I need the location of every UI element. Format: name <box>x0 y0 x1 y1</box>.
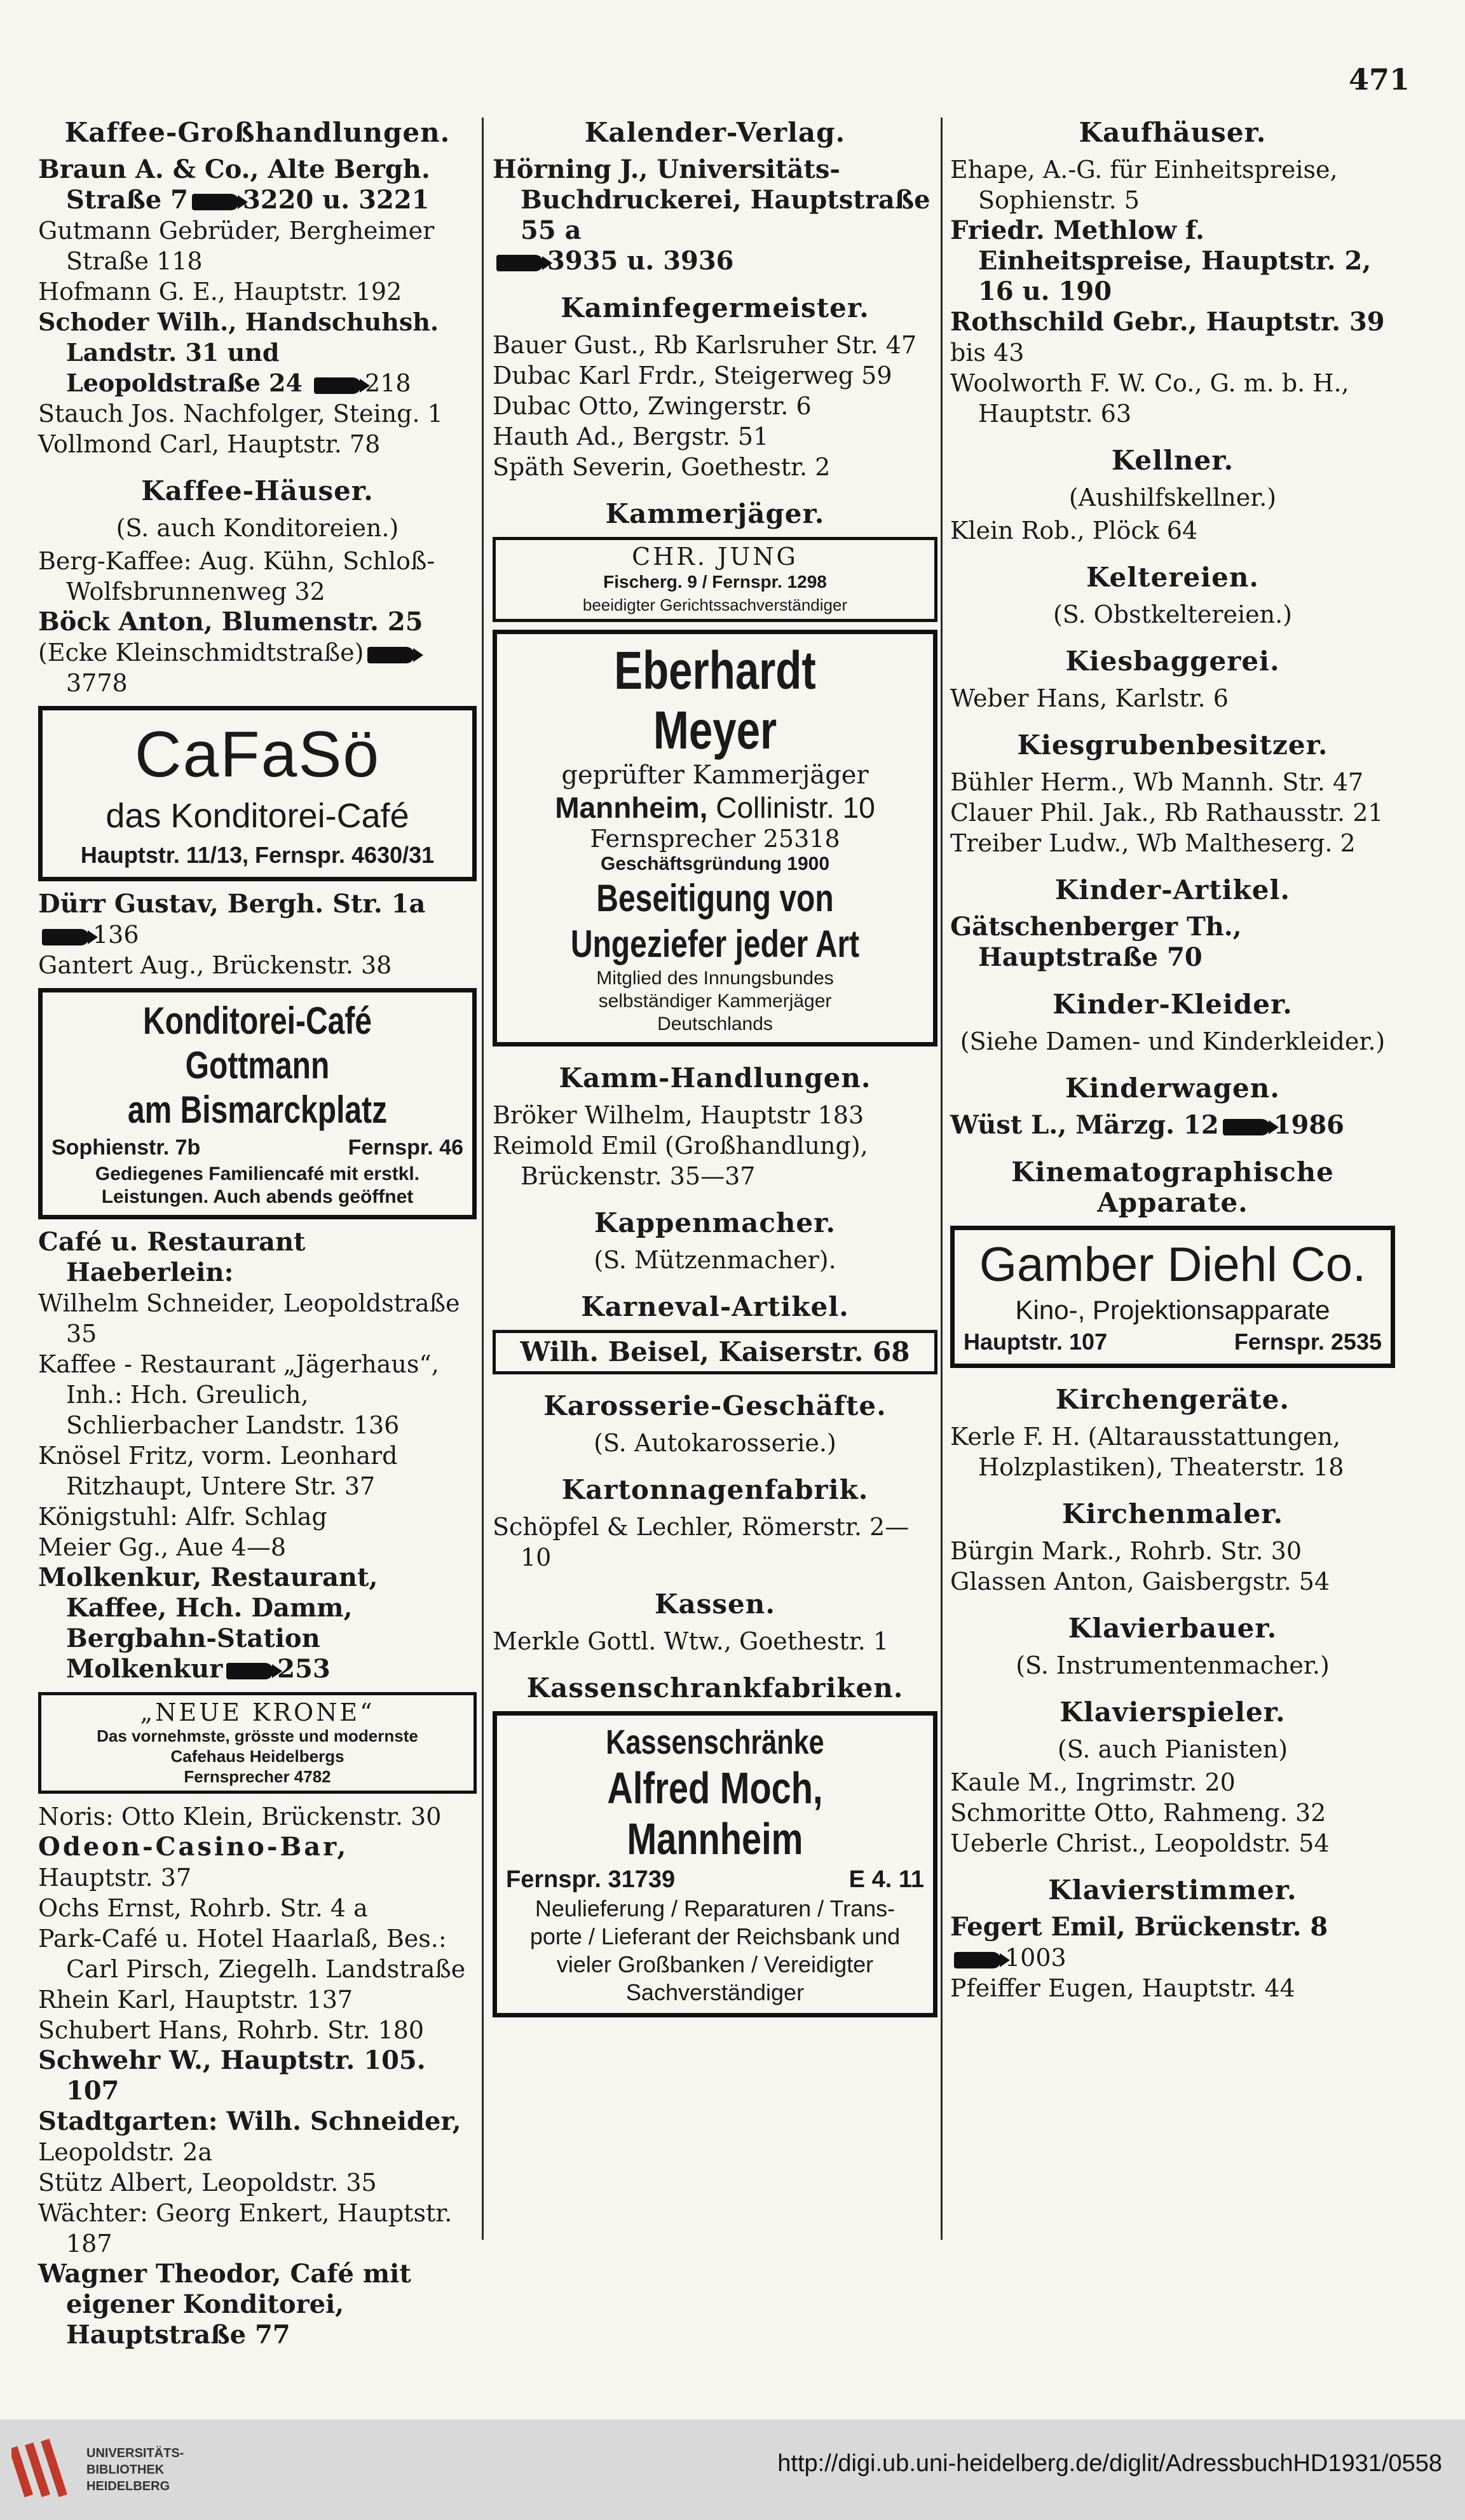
column-rule <box>482 118 484 2240</box>
entry: Schöpfel & Lechler, Römerstr. 2—10 <box>493 1513 910 1571</box>
column-rule <box>941 118 943 2240</box>
section-heading: Klavierspieler. <box>1060 1697 1286 1728</box>
ad-title: Eberhardt Meyer <box>614 640 816 760</box>
entry: Braun A. & Co., Alte Bergh. Straße 7 3220 u. 3221 <box>38 154 430 215</box>
section-heading: Kassen. <box>655 1589 775 1620</box>
section-note: (S. Obstkeltereien.) <box>1053 600 1292 628</box>
ad-phone: Fernspr. 46 <box>348 1135 463 1160</box>
section-heading: Kirchenmaler. <box>1061 1498 1284 1529</box>
entry: 1003 <box>950 1942 1395 1973</box>
entry: Schwehr W., Hauptstr. 105. 107 <box>38 2045 426 2106</box>
entry: Stadtgarten: Wilh. Schneider, <box>38 2106 461 2136</box>
advertisement-beisel: Wilh. Beisel, Kaiserstr. 68 <box>493 1330 937 1374</box>
telephone-icon <box>192 194 239 210</box>
telephone-icon <box>42 929 89 945</box>
section-heading: Keltereien. <box>1086 562 1260 593</box>
section-heading: Kinderwagen. <box>1065 1073 1280 1104</box>
entry: Schoder Wilh., Handschuhsh. Landstr. 31 und Leopoldstraße 24 218 <box>38 308 439 397</box>
section-heading: Karosserie-Geschäfte. <box>543 1390 887 1421</box>
advertisement-gottmann <box>38 988 477 1219</box>
entry: Weber Hans, Karlstr. 6 <box>950 684 1229 712</box>
entry: Ueberle Christ., Leopoldstr. 54 <box>950 1829 1330 1857</box>
entry: bis 43 <box>950 339 1025 367</box>
section-heading: Kammerjäger. <box>605 498 825 529</box>
entry: Kerle F. H. (Altarausstattungen, Holzplastiken), Theaterstr. 18 <box>950 1423 1344 1481</box>
entry: Dürr Gustav, Bergh. Str. 1a <box>38 889 426 919</box>
entry: Schmoritte Otto, Rahmeng. 32 <box>950 1799 1326 1827</box>
ad-contact-row <box>506 1864 924 1895</box>
entry: Gutmann Gebrüder, Bergheimer Straße 118 <box>38 217 435 275</box>
advertisement-gamber-diehl <box>950 1226 1395 1368</box>
telephone-icon <box>1223 1119 1270 1135</box>
entry: Kaule M., Ingrimstr. 20 <box>950 1768 1236 1796</box>
advertisement-neue-krone <box>38 1692 477 1794</box>
advertisement-alfred-moch <box>493 1711 937 2017</box>
section-heading: Kellner. <box>1111 445 1234 476</box>
ad-subtitle: das Konditorei-Café <box>106 797 409 835</box>
telephone-icon <box>314 377 361 394</box>
ad-contact-row <box>51 1132 463 1163</box>
library-logo <box>11 2434 183 2507</box>
ad-title: Konditorei-Café Gottmann <box>143 999 372 1087</box>
section-heading: Kinematographische Apparate. <box>1011 1156 1334 1218</box>
entry: Bürgin Mark., Rohrb. Str. 30 <box>950 1537 1302 1565</box>
entry: Fegert Emil, Brückenstr. 8 <box>950 1912 1328 1942</box>
ad-phone: Fernspr. 31739 <box>506 1866 676 1893</box>
entry: Woolworth F. W. Co., G. m. b. H., Hauptstr. 63 <box>950 369 1349 428</box>
section-heading: Klavierbauer. <box>1068 1613 1278 1644</box>
advertisement-chr-jung <box>493 537 937 622</box>
entry: Wilhelm Schneider, Leopoldstraße 35 <box>38 1289 460 1348</box>
ad-text: Sachverständiger <box>625 1979 805 2005</box>
entry: Clauer Phil. Jak., Rb Rathausstr. 21 <box>950 799 1384 827</box>
entry: Dubac Karl Frdr., Steigerweg 59 <box>493 362 892 390</box>
section-heading: Kassenschrankfabriken. <box>526 1672 904 1704</box>
source-url[interactable]: http://digi.ub.uni-heidelberg.de/diglit/AdressbuchHD1931/0558 <box>777 2450 1442 2477</box>
ad-name: Alfred Moch, Mannheim <box>607 1763 823 1864</box>
section-heading: Kinder-Kleider. <box>1053 989 1293 1020</box>
telephone-icon <box>496 255 543 271</box>
section-heading: Kiesbaggerei. <box>1065 646 1280 677</box>
entry: Wächter: Georg Enkert, Hauptstr. 187 <box>38 2199 453 2258</box>
ad-title: CaFaSö <box>134 718 381 790</box>
section-heading: Kaminfegermeister. <box>561 292 869 323</box>
telephone-icon <box>226 1663 273 1679</box>
entry: Schubert Hans, Rohrb. Str. 180 <box>38 2016 425 2044</box>
entry: Stütz Albert, Leopoldstr. 35 <box>38 2169 377 2197</box>
section-heading: Kamm-Handlungen. <box>559 1062 871 1094</box>
ad-title: am Bismarckplatz <box>127 1088 388 1131</box>
ad-text: Deutschlands <box>657 1013 773 1034</box>
entry: Meier Gg., Aue 4—8 <box>38 1533 287 1561</box>
ad-title: CHR. JUNG <box>632 543 798 571</box>
ad-text: Cafehaus Heidelbergs <box>170 1747 344 1766</box>
ad-text: Leistungen. Auch abends geöffnet <box>101 1186 414 1207</box>
entry: (Ecke Kleinschmidtstraße)3778 <box>38 637 477 698</box>
entry: Odeon-Casino-Bar, <box>38 1832 349 1862</box>
entry: Gantert Aug., Brückenstr. 38 <box>38 951 392 979</box>
entry: Park-Café u. Hotel Haarlaß, Bes.: Carl Pirsch, Ziegelh. Landstraße <box>38 1925 466 1983</box>
section-heading: Kartonnagenfabrik. <box>561 1474 869 1505</box>
entry: Königstuhl: Alfr. Schlag <box>38 1503 327 1531</box>
entry: Kaffee - Restaurant „Jägerhaus“, Inh.: Hch. Greulich, Schlierbacher Landstr. 136 <box>38 1350 439 1439</box>
ad-text: Gediegenes Familiencafé mit erstkl. <box>95 1163 420 1184</box>
ad-text: Mitglied des Innungsbundes <box>596 968 834 989</box>
ad-text: Geschäftsgründung 1900 <box>600 853 830 874</box>
section-note: (Aushilfskellner.) <box>1068 484 1277 511</box>
entry: Späth Severin, Goethestr. 2 <box>493 453 831 481</box>
library-name: UNIVERSITÄTS- BIBLIOTHEK HEIDELBERG <box>86 2446 184 2493</box>
entry: Hauth Ad., Bergstr. 51 <box>493 423 769 450</box>
entry: Wagner Theodor, Café mit eigener Konditorei, Hauptstraße 77 <box>38 2259 411 2350</box>
entry: Noris: Otto Klein, Brückenstr. 30 <box>38 1803 442 1831</box>
entry: Rhein Karl, Hauptstr. 137 <box>38 1986 353 2014</box>
entry: Stauch Jos. Nachfolger, Steing. 1 <box>38 400 443 428</box>
ad-address: Hauptstr. 11/13, Fernspr. 4630/31 <box>80 842 435 868</box>
section-note: (S. Instrumentenmacher.) <box>1016 1651 1330 1679</box>
ad-text: Das vornehmste, grösste und modernste <box>97 1726 418 1745</box>
ad-phone: Fernspr. 2535 <box>1234 1329 1382 1355</box>
ad-subtitle: Kino-, Projektionsapparate <box>1015 1295 1330 1325</box>
advertisement-cafaso <box>38 706 477 881</box>
entry: Rothschild Gebr., Hauptstr. 39 <box>950 307 1385 337</box>
ad-address: Mannheim, Collinistr. 10 <box>555 791 875 824</box>
entry: Bühler Herm., Wb Mannh. Str. 47 <box>950 768 1364 796</box>
entry: Leopoldstr. 2a <box>38 2138 213 2166</box>
section-note: (S. Autokarosserie.) <box>594 1429 836 1457</box>
ad-address: E 4. 11 <box>848 1866 924 1893</box>
entry: Vollmond Carl, Hauptstr. 78 <box>38 430 381 458</box>
ad-text: Ungeziefer jeder Art <box>570 923 860 965</box>
entry: Bröker Wilhelm, Hauptstr 183 <box>493 1101 864 1129</box>
entry: Dubac Otto, Zwingerstr. 6 <box>493 392 812 420</box>
entry: Knösel Fritz, vorm. Leonhard Ritzhaupt, Untere Str. 37 <box>38 1442 398 1500</box>
entry: Bauer Gust., Rb Karlsruher Str. 47 <box>493 331 917 359</box>
section-heading: Karneval-Artikel. <box>581 1291 849 1322</box>
section-heading: Kiesgrubenbesitzer. <box>1017 729 1328 761</box>
ad-contact: Fischerg. 9 / Fernspr. 1298 <box>603 572 827 592</box>
telephone-icon <box>367 647 414 663</box>
footer-bar <box>0 2420 1465 2520</box>
column-middle <box>493 118 937 2025</box>
entry: 136 <box>38 919 477 950</box>
ad-text: beeidigter Gerichtssachverständiger <box>582 595 848 614</box>
entry: Friedr. Methlow f. Einheitspreise, Hauptstr. 2, 16 u. 190 <box>950 215 1372 306</box>
library-logo-icon <box>11 2434 81 2507</box>
section-note: (S. auch Pianisten) <box>1057 1735 1288 1763</box>
section-heading: Kinder-Artikel. <box>1054 874 1291 905</box>
advertisement-eberhardt-meyer <box>493 630 937 1047</box>
section-note: (Siehe Damen- und Kinderkleider.) <box>960 1027 1386 1055</box>
section-heading: Kappenmacher. <box>594 1207 836 1238</box>
entry: Hauptstr. 37 <box>38 1864 192 1892</box>
entry: Reimold Emil (Großhandlung), Brückenstr. 35—37 <box>493 1132 868 1190</box>
section-heading: Kaffee-Häuser. <box>141 475 374 506</box>
ad-text: selbständiger Kammerjäger <box>598 991 832 1012</box>
telephone-icon <box>954 1952 1001 1968</box>
entry: Hofmann G. E., Hauptstr. 192 <box>38 278 402 306</box>
entry: Pfeiffer Eugen, Hauptstr. 44 <box>950 1974 1295 2002</box>
section-note: (S. auch Konditoreien.) <box>116 514 399 542</box>
section-heading: Klavierstimmer. <box>1048 1874 1297 1906</box>
ad-phone: Fernsprecher 25318 <box>590 825 840 853</box>
ad-title: Gamber Diehl Co. <box>979 1238 1366 1292</box>
entry: Klein Rob., Plöck 64 <box>950 517 1198 545</box>
entry: 3935 u. 3936 <box>493 246 937 276</box>
section-heading: Kaffee-Großhandlungen. <box>64 117 451 148</box>
ad-phone: Fernsprecher 4782 <box>184 1767 331 1786</box>
entry: Hörning J., Universitäts-Buchdruckerei, Hauptstraße 55 a <box>493 154 930 245</box>
ad-title: „NEUE KRONE“ <box>140 1698 375 1726</box>
entry: Gätschenberger Th., Hauptstraße 70 <box>950 912 1242 972</box>
ad-text: Beseitigung von <box>596 877 834 919</box>
ad-title: Kassenschränke <box>606 1723 824 1761</box>
ad-text: porte / Lieferant der Reichsbank und <box>529 1923 901 1949</box>
ad-address: Hauptstr. 107 <box>964 1329 1108 1355</box>
section-heading: Kirchengeräte. <box>1055 1384 1290 1415</box>
entry: Ehape, A.-G. für Einheitspreise, Sophienstr. 5 <box>950 156 1338 214</box>
section-heading: Kalender-Verlag. <box>584 117 846 148</box>
entry: Café u. Restaurant Haeberlein: <box>38 1227 306 1287</box>
entry: Treiber Ludw., Wb Maltheserg. 2 <box>950 829 1356 857</box>
entry: Ochs Ernst, Rohrb. Str. 4 a <box>38 1894 368 1922</box>
entry: Wüst L., Märzg. 12 1986 <box>950 1110 1345 1140</box>
ad-address: Sophienstr. 7b <box>51 1135 201 1160</box>
entry: Glassen Anton, Gaisbergstr. 54 <box>950 1568 1330 1595</box>
column-left <box>38 118 477 2350</box>
page-number: 471 <box>1349 62 1410 97</box>
ad-contact-row <box>964 1327 1382 1357</box>
entry: Molkenkur, Restaurant, Kaffee, Hch. Damm, Bergbahn-Station Molkenkur 253 <box>38 1562 378 1684</box>
column-right <box>950 118 1395 2003</box>
ad-text: vieler Großbanken / Vereidigter <box>556 1951 874 1977</box>
section-note: (S. Mützenmacher). <box>594 1246 836 1274</box>
section-heading: Kaufhäuser. <box>1079 117 1267 148</box>
ad-text: Neulieferung / Reparaturen / Trans- <box>535 1895 896 1921</box>
entry: Böck Anton, Blumenstr. 25 <box>38 607 423 637</box>
entry: Merkle Gottl. Wtw., Goethestr. 1 <box>493 1627 889 1655</box>
entry: Berg-Kaffee: Aug. Kühn, Schloß-Wolfsbrunnenweg 32 <box>38 547 435 606</box>
ad-subtitle: geprüfter Kammerjäger <box>561 761 869 790</box>
